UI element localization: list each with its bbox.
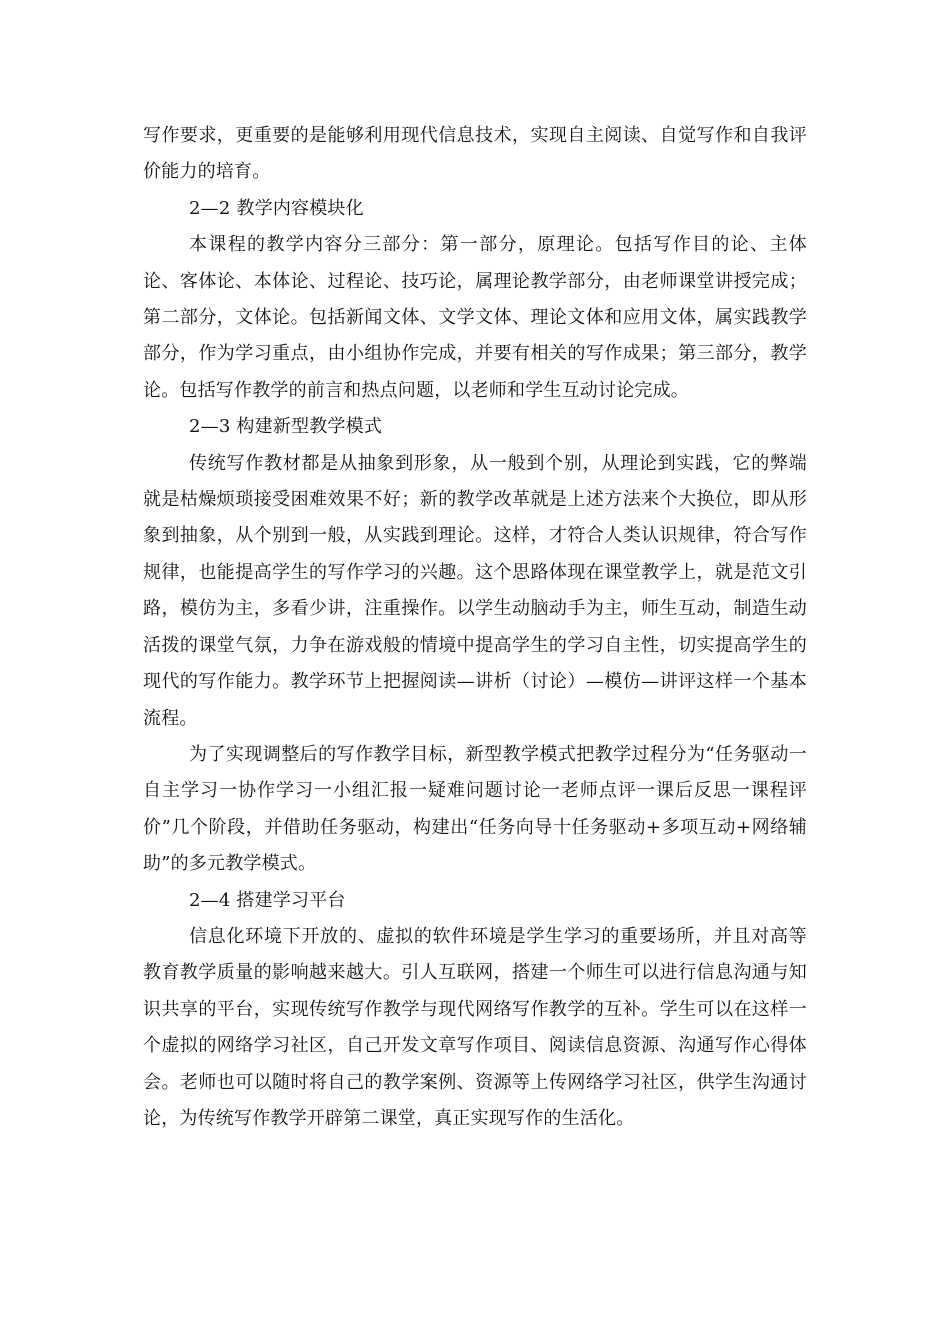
document-body	[143, 118, 807, 1137]
section-heading-2-2: 2—2 教学内容模块化	[189, 197, 364, 219]
paragraph-learning-platform: 信息化环境下开放的、虚拟的软件环境是学生学习的重要场所，并且对高等教育教学质量的影响越来越大。引人互联网，搭建一个师生可以进行信息沟通与知识共享的平台，实现传统写作教学与现代网络写作教学的互补。学生可以在这样一个虚拟的网络学习社区，自己开发文章写作项目、阅读信息资源、沟通写作心得体会。老师也可以随时将自己的教学案例、资源等上传网络学习社区，供学生沟通讨论，为传统写作教学开辟第二课堂，真正实现写作的生活化。	[143, 925, 807, 1129]
paragraph-teaching-model: 为了实现调整后的写作教学目标，新型教学模式把教学过程分为“任务驱动一自主学习一协作学习一小组汇报一疑难问题讨论一老师点评一课后反思一课程评价”几个阶段，并借助任务驱动，构建出“任务向导十任务驱动+多项互动+网络辅助”的多元教学模式。	[143, 743, 807, 875]
paragraph-intro-continuation: 写作要求，更重要的是能够利用现代信息技术，实现自主阅读、自觉写作和自我评价能力的培育。	[143, 125, 807, 183]
section-heading-2-3: 2—3 构建新型教学模式	[189, 416, 383, 438]
paragraph-content-modules: 本课程的教学内容分三部分：第一部分，原理论。包括写作目的论、主体论、客体论、本体论、过程论、技巧论，属理论教学部分，由老师课堂讲授完成；第二部分，文体论。包括新闻文体、文学文体、理论文体和应用文体，属实践教学部分，作为学习重点，由小组协作完成，并要有相关的写作成果；第三部分，教学论。包括写作教学的前言和热点问题，以老师和学生互动讨论完成。	[143, 234, 807, 401]
section-heading-2-4: 2—4 搭建学习平台	[189, 889, 346, 911]
paragraph-traditional-teaching: 传统写作教材都是从抽象到形象，从一般到个别，从理论到实践，它的弊端就是枯燥烦琐接受困难效果不好；新的教学改革就是上述方法来个大换位，即从形象到抽象，从个别到一般，从实践到理论。这样，才符合人类认识规律，符合写作规律，也能提高学生的写作学习的兴趣。这个思路体现在课堂教学上，就是范文引路，模仿为主，多看少讲，注重操作。以学生动脑动手为主，师生互动，制造生动活拨的课堂气氛，力争在游戏般的情境中提高学生的学习自主性，切实提高学生的现代的写作能力。教学环节上把握阅读—讲析（讨论）—模仿—讲评这样一个基本流程。	[143, 452, 807, 729]
